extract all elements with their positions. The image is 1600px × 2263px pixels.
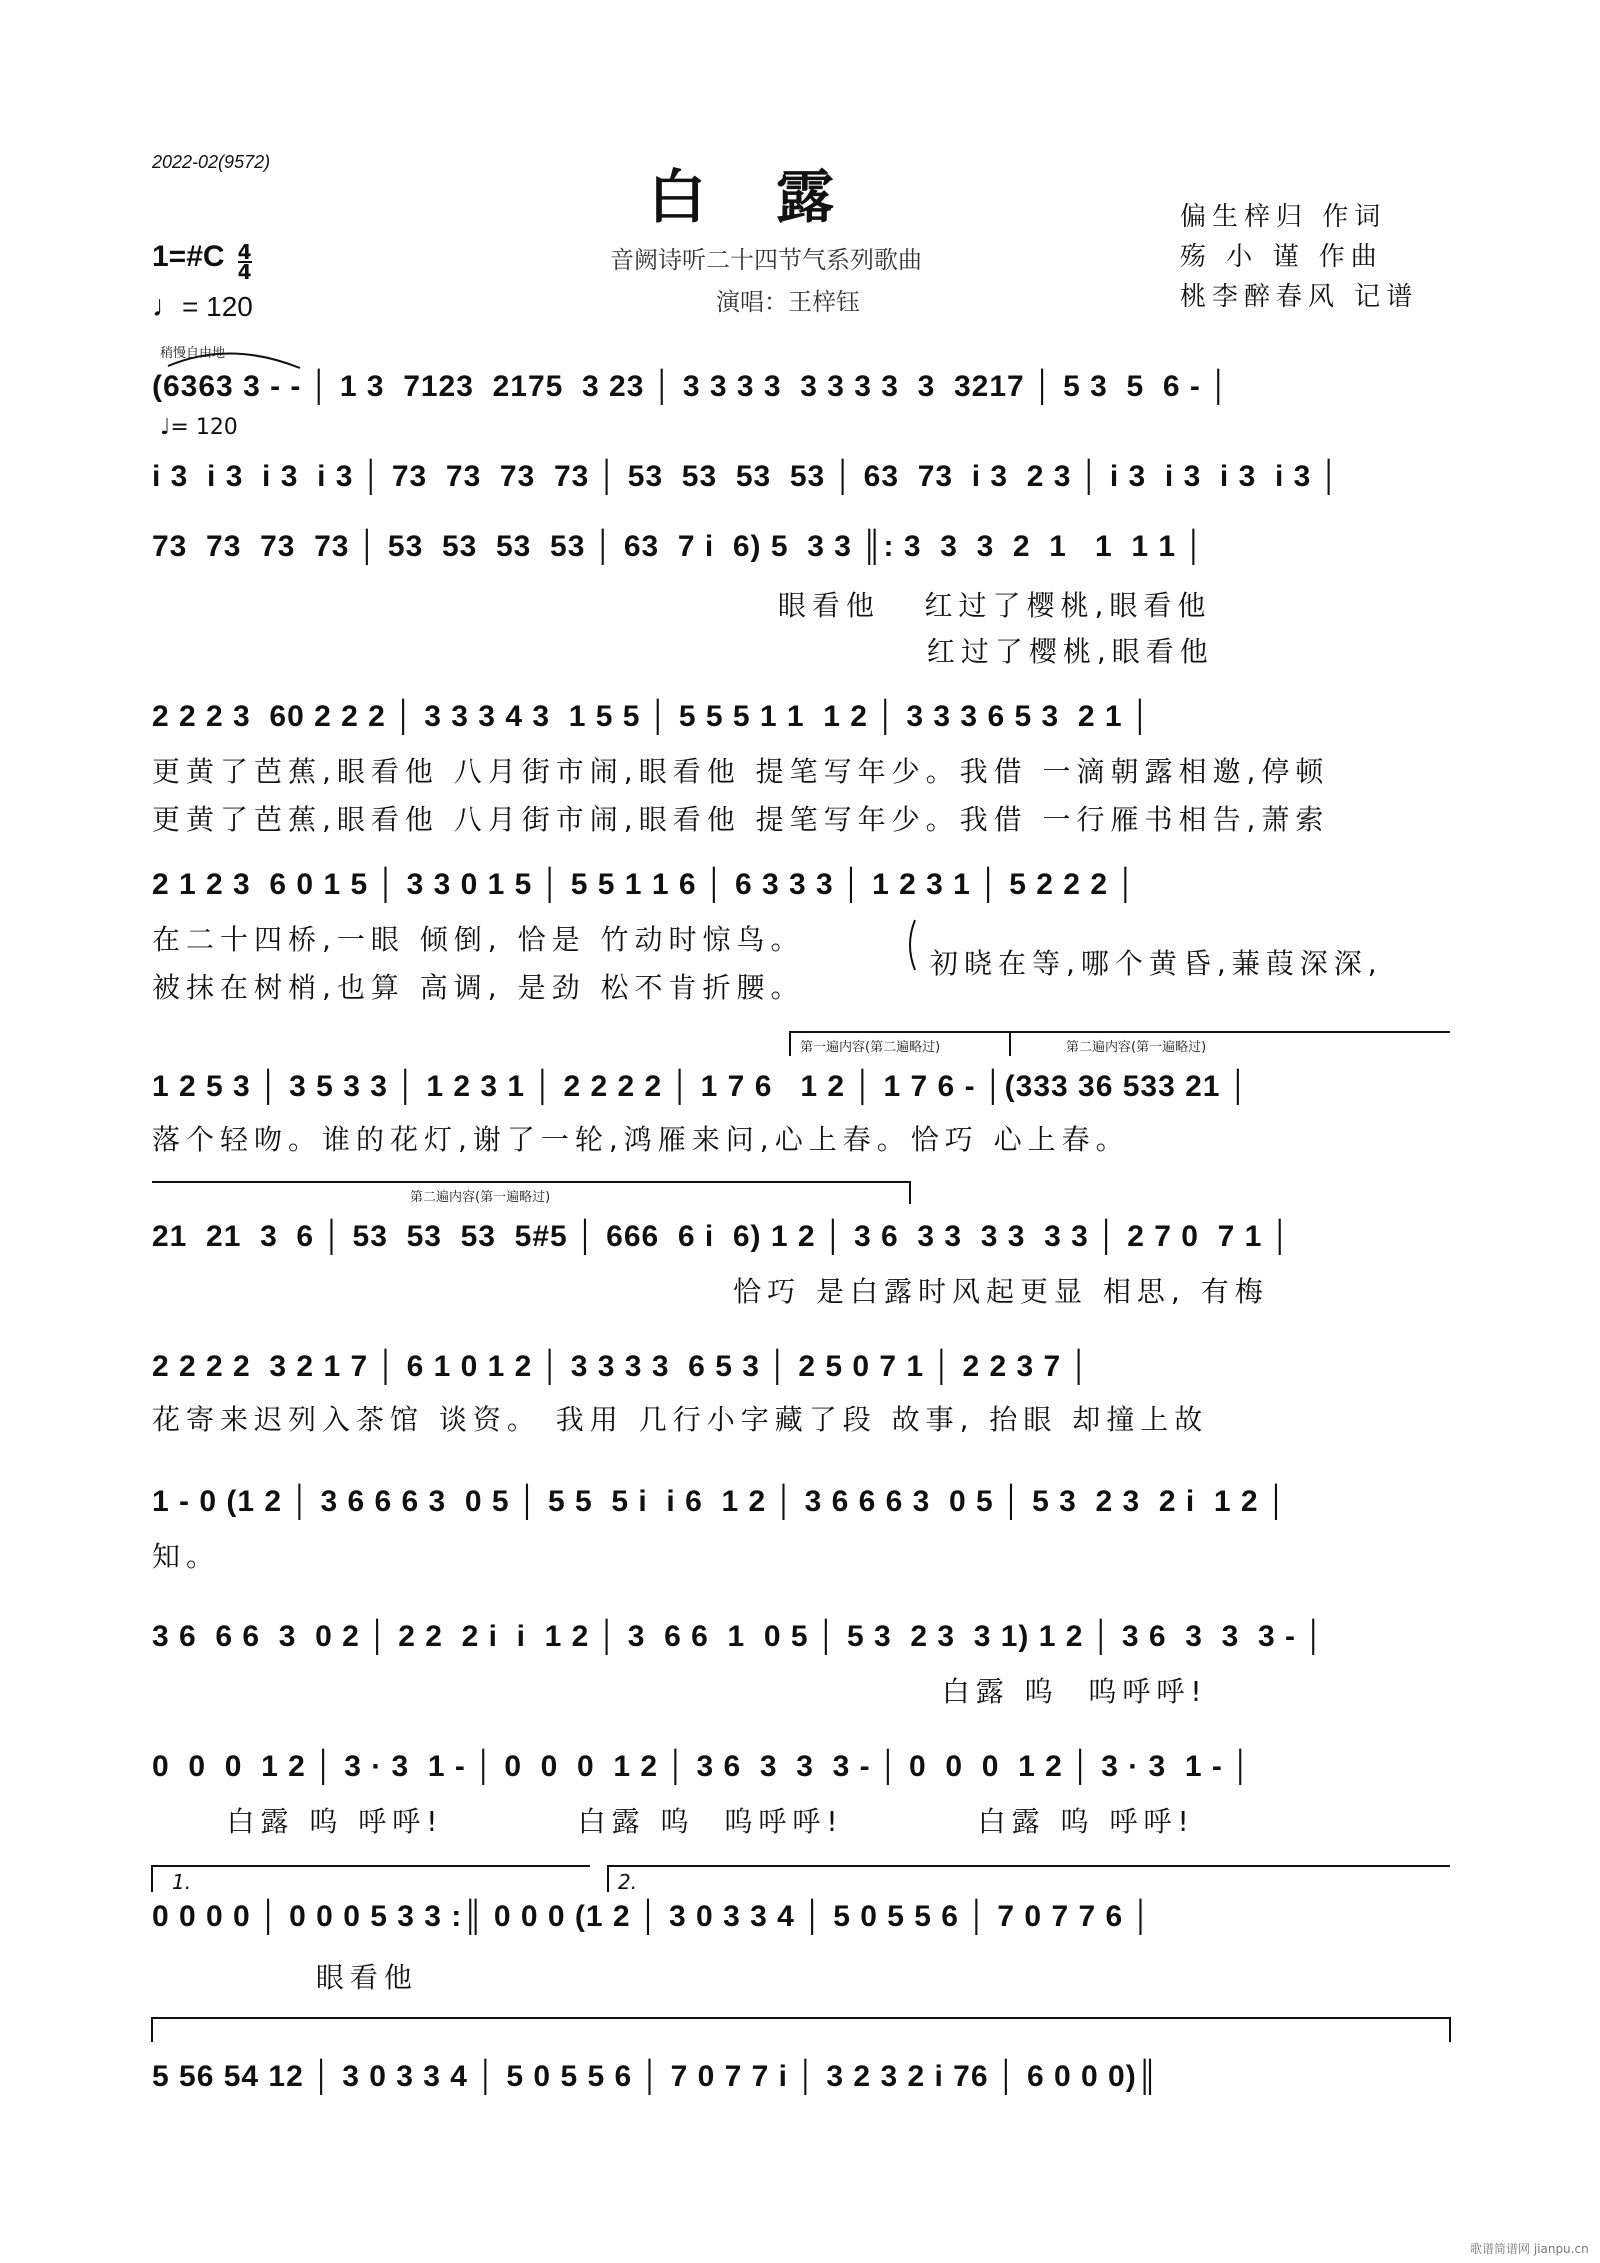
lyric-line-5a: 在二十四桥,一眼 倾倒, 恰是 竹动时惊鸟。 — [152, 923, 805, 956]
score-code: 2022-02(9572) — [152, 152, 271, 172]
ending-2-bracket — [608, 1866, 1450, 1892]
lyric-line-5-join: 初晓在等,哪个黄昏,蒹葭深深, — [930, 947, 1383, 980]
lyric-line-3a: 眼看他 红过了樱桃,眼看他 — [152, 589, 1212, 622]
music-line-9: 1 - 0 (1 2 │ 3 6 6 6 3 0 5 │ 5 5 5 i i 6 1 2 │ 3 6 6 6 3 0 5 │ 5 3 2 3 2 i 1 2 │ — [152, 1485, 1288, 1518]
music-line-7: 21 21 3 6 │ 53 53 53 5#5 │ 666 6 i 6) 1 2 │ 3 6 3 3 3 3 3 3 │ 2 7 0 7 1 │ — [152, 1220, 1292, 1253]
music-line-1: (6363 3 - - │ 1 3 7123 2175 3 23 │ 3 3 3 3 3 3 3 3 3 3217 │ 5 3 5 6 - │ — [152, 370, 1230, 403]
lyric-line-11: 白露 呜 呼呼! 白露 呜 呜呼呼! 白露 呜 呼呼! — [152, 1805, 1195, 1838]
slur-mark — [168, 353, 300, 368]
lyricist-credit: 偏生梓归 作词 — [1180, 202, 1387, 232]
ending-1-label: 1. — [172, 1870, 192, 1894]
volta-bracket-1 — [790, 1032, 1450, 1056]
quarter-note-icon: ♩ — [152, 290, 182, 323]
ending-2-label: 2. — [618, 1870, 638, 1894]
lyric-line-12: 眼看他 — [152, 1961, 418, 1994]
time-top: 4 — [237, 239, 252, 264]
lyric-brace — [910, 920, 915, 970]
key-label: 1=#C — [152, 240, 225, 273]
lyric-line-8: 花寄来迟列入茶馆 谈资。 我用 几行小字藏了段 故事, 抬眼 却撞上故 — [152, 1403, 1209, 1436]
lyric-line-10: 白露 呜 呜呼呼! — [152, 1675, 1208, 1708]
composer-credit: 殇 小 谨 作曲 — [1180, 242, 1383, 272]
music-line-2: i 3 i 3 i 3 i 3 │ 73 73 73 73 │ 53 53 53 53 │ 63 73 i 3 2 3 │ i 3 i 3 i 3 i 3 │ — [152, 460, 1341, 493]
lyric-line-3b: 红过了樱桃,眼看他 — [152, 635, 1214, 668]
volta-label-2: 第二遍内容(第一遍略过) — [1066, 1040, 1207, 1055]
lyric-line-5b: 被抹在树梢,也算 高调, 是劲 松不肯折腰。 — [152, 971, 805, 1004]
volta-bracket-2 — [152, 1182, 910, 1204]
music-line-6: 1 2 5 3 │ 3 5 3 3 │ 1 2 3 1 │ 2 2 2 2 │ 1 7 6 1 2 │ 1 7 6 - │(333 36 533 21 │ — [152, 1070, 1250, 1103]
music-line-5: 2 1 2 3 6 0 1 5 │ 3 3 0 1 5 │ 5 5 1 1 6 │ 6 3 3 3 │ 1 2 3 1 │ 5 2 2 2 │ — [152, 868, 1138, 901]
music-line-8: 2 2 2 2 3 2 1 7 │ 6 1 0 1 2 │ 3 3 3 3 6 5 3 │ 2 5 0 7 1 │ 2 2 3 7 │ — [152, 1350, 1091, 1383]
final-bracket — [152, 2018, 1450, 2042]
free-tempo-mark: 稍慢自由地 — [160, 346, 226, 361]
quarter-note-icon: ♩ — [160, 415, 171, 440]
lyric-line-9: 知。 — [152, 1540, 221, 1573]
music-line-11: 0 0 0 1 2 │ 3 · 3 1 - │ 0 0 0 1 2 │ 3 6 3 3 3 - │ 0 0 0 1 2 │ 3 · 3 1 - │ — [152, 1750, 1252, 1783]
music-line-3: 73 73 73 73 │ 53 53 53 53 │ 63 7 i 6) 5 3 3 ║: 3 3 3 2 1 1 1 1 │ — [152, 530, 1206, 563]
song-subtitle: 音阙诗听二十四节气系列歌曲 — [610, 246, 922, 274]
lyric-line-4b: 更黄了芭蕉,眼看他 八月街市闹,眼看他 提笔写年少。我借 一行雁书相告,萧索 — [152, 803, 1330, 836]
song-title: 白露 — [648, 163, 905, 231]
volta-label-3: 第二遍内容(第一遍略过) — [410, 1190, 551, 1205]
singer-credit: 演唱：王梓钰 — [716, 288, 860, 316]
music-line-4: 2 2 2 3 60 2 2 2 │ 3 3 3 4 3 1 5 5 │ 5 5 5 1 1 1 2 │ 3 3 3 6 5 3 2 1 │ — [152, 700, 1152, 733]
lyric-line-7: 恰巧 是白露时风起更显 相思, 有梅 — [152, 1275, 1269, 1308]
music-line-12: 0 0 0 0 │ 0 0 0 5 3 3 :║ 0 0 0 (1 2 │ 3 0 3 3 4 │ 5 0 5 5 6 │ 7 0 7 7 6 │ — [152, 1900, 1153, 1933]
music-line-13: 5 56 54 12 │ 3 0 3 3 4 │ 5 0 5 5 6 │ 7 0 7 7 i │ 3 2 3 2 i 76 │ 6 0 0 0)║ — [152, 2060, 1159, 2093]
lyric-line-4a: 更黄了芭蕉,眼看他 八月街市闹,眼看他 提笔写年少。我借 一滴朝露相邀,停顿 — [152, 755, 1330, 788]
ending-1-bracket — [152, 1866, 590, 1892]
footer-watermark: 歌谱简谱网 jianpu.cn — [1470, 2242, 1589, 2256]
tempo-value: = 120 — [182, 291, 253, 322]
time-bottom: 4 — [237, 259, 252, 284]
transcriber-credit: 桃李醉春风 记谱 — [1180, 282, 1419, 312]
inline-tempo-value: = 120 — [170, 415, 238, 440]
lyric-line-6: 落个轻吻。谁的花灯,谢了一轮,鸿雁来问,心上春。恰巧 心上春。 — [152, 1123, 1130, 1156]
volta-label-1: 第一遍内容(第二遍略过) — [800, 1040, 941, 1055]
music-line-10: 3 6 6 6 3 0 2 │ 2 2 2 i i 1 2 │ 3 6 6 1 0 5 │ 5 3 2 3 3 1) 1 2 │ 3 6 3 3 3 - │ — [152, 1620, 1326, 1653]
